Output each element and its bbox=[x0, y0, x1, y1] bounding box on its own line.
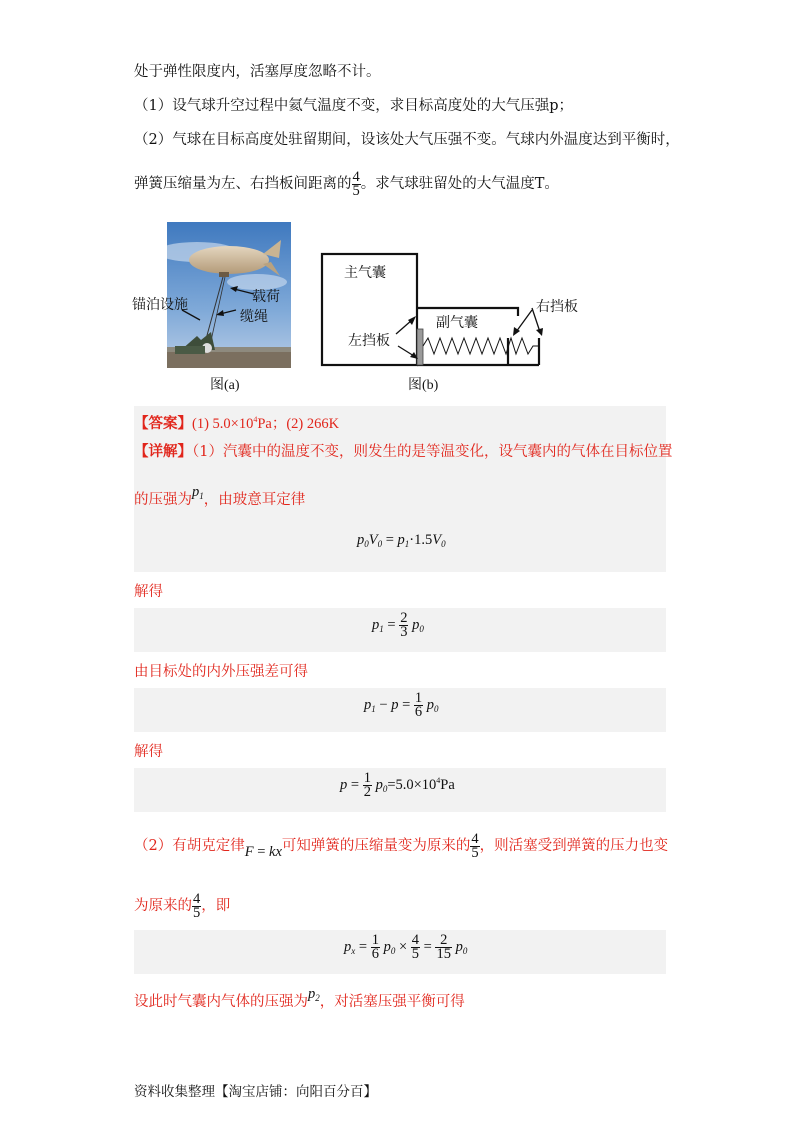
figure-a-caption: 图(a) bbox=[210, 378, 240, 393]
problem-line-4: 弹簧压缩量为左、右挡板间距离的 $\frac{4}{5}$ 。求气球驻留处的大气温度T。 bbox=[134, 168, 559, 199]
label-cable: 缆绳 bbox=[240, 310, 268, 325]
symbol-p1: $p_1$ bbox=[192, 484, 204, 501]
equation-boyle: $p_0V_0 = p_1\cdot 1.5V_0$ bbox=[357, 532, 446, 549]
pressure-diff-label: 由目标处的内外压强差可得 bbox=[134, 664, 308, 680]
label-anchor: 锚泊设施 bbox=[132, 298, 188, 313]
problem-line-2: （1）设气球升空过程中氦气温度不变，求目标高度处的大气压强p； bbox=[134, 98, 574, 114]
detail-line-1: 【详解】（1）汽囊中的温度不变，则发生的是等温变化，设气囊内的气体在目标位置 bbox=[134, 443, 673, 460]
fraction-4-5-c: $\frac{4}{5}$ bbox=[193, 890, 201, 921]
label-aux-airbag: 副气囊 bbox=[436, 316, 478, 331]
detail-line-2: 的压强为$p_1$，由玻意耳定律 bbox=[134, 484, 306, 508]
equation-p: p = $\frac{1}{2}$ $p_0=5.0\times 10^4Pa$ bbox=[340, 770, 455, 800]
part2-line-1: （2）有胡克定律F = kx可知弹簧的压缩量变为原来的 $\frac{4}{5}$ ，则活塞受到弹簧的压力也变 bbox=[134, 830, 669, 861]
solve-label-1: 解得 bbox=[134, 584, 163, 600]
hooke-law: F = kx bbox=[244, 844, 282, 860]
equation-px: $p_x$ = $\frac{1}{6}$ $p_0$ × $\frac{4}{5}$ = $\frac{2}{15}$ $p_0$ bbox=[344, 932, 468, 962]
part2-line-2: 为原来的 $\frac{4}{5}$ ，即 bbox=[134, 890, 231, 921]
label-main-airbag: 主气囊 bbox=[344, 266, 386, 281]
symbol-p2: $p_2$ bbox=[308, 986, 320, 1003]
footer-text: 资料收集整理【淘宝店铺：向阳百分百】 bbox=[134, 1084, 377, 1100]
fraction-4-5-b: $\frac{4}{5}$ bbox=[471, 830, 479, 861]
equation-diff: $p_1 - p$ = $\frac{1}{6}$ $p_0$ bbox=[364, 690, 439, 720]
problem-line-1: 处于弹性限度内，活塞厚度忽略不计。 bbox=[134, 64, 381, 80]
label-payload: 载荷 bbox=[252, 290, 280, 305]
label-left-baffle: 左挡板 bbox=[348, 334, 390, 349]
problem-line-3: （2）气球在目标高度处驻留期间，设该处大气压强不变。气球内外温度达到平衡时， bbox=[134, 132, 680, 148]
answer-line: 【答案】(1) $5.0\times 10^4Pa$；(2) 266K bbox=[134, 415, 340, 432]
equation-p1: $p_1$ = $\frac{2}{3}$ $p_0$ bbox=[372, 610, 424, 640]
label-right-baffle: 右挡板 bbox=[536, 300, 578, 315]
figure-b-caption: 图(b) bbox=[408, 378, 439, 393]
solve-label-2: 解得 bbox=[134, 744, 163, 760]
last-line: 设此时气囊内气体的压强为$p_2$，对活塞压强平衡可得 bbox=[134, 986, 465, 1010]
fraction-4-5: $\frac{4}{5}$ bbox=[352, 168, 360, 199]
